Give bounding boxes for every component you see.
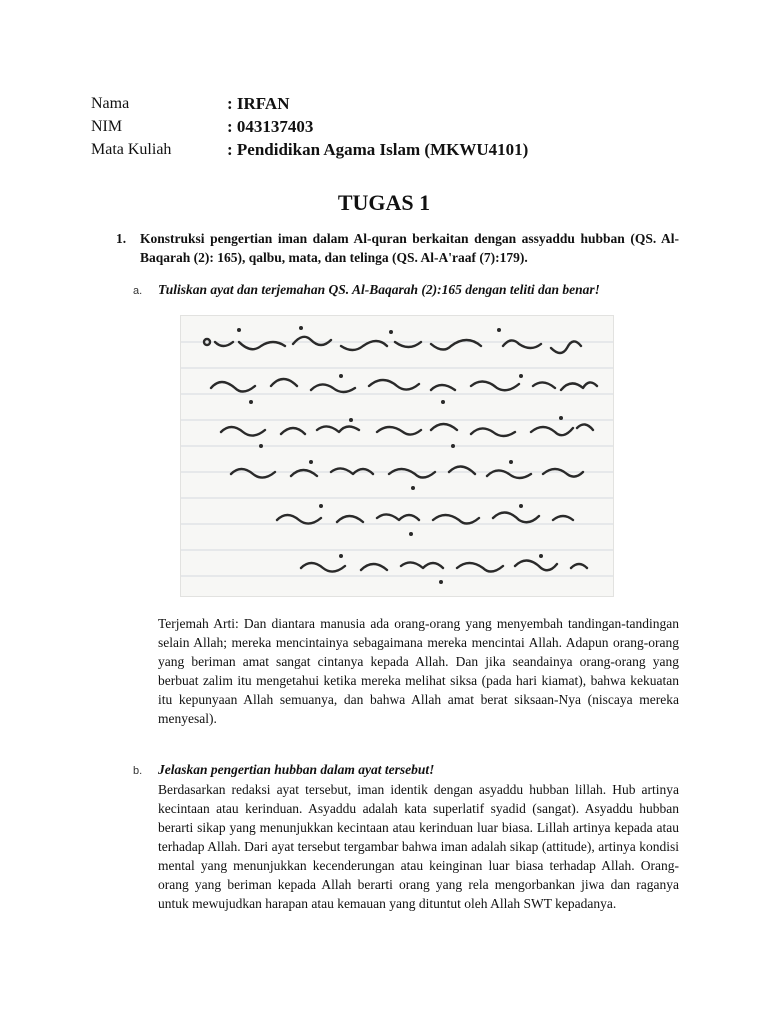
student-identity [91,92,528,161]
handwritten-verse-drawing [181,316,613,596]
question-text: Konstruksi pengertian iman dalam Al-quran berkaitan dengan assyaddu hubban (QS. Al-Baqarah (2): 165), qalbu, mata, dan telinga (QS. Al-A'raaf (7):179). [140,231,679,265]
course-label: Mata Kuliah [91,141,172,158]
identity-row-name [91,92,528,115]
part-b-heading [133,762,434,778]
question-1 [116,229,679,267]
name-label: Nama [91,95,130,112]
nim-label: NIM [91,118,123,135]
translation-paragraph: Terjemah Arti: Dan diantara manusia ada orang-orang yang menyembah tandingan-tandingan selain Allah; mereka mencintainya sebagaimana mereka mencintai Allah. Adapun orang-orang yang beriman amat sangat cintanya kepada Allah. Dan jika seandainya orang-orang yang berbuat zalim itu mengetahui ketika mereka melihat siksa (pada hari kiamat), bahwa kekuatan itu kepunyaan Allah semuanya, dan bahwa Allah amat berat siksaan-Nya (niscaya mereka menyesal). [158,616,679,726]
nim-value: : 043137403 [227,117,314,136]
part-a-heading [133,282,600,298]
course-value: : Pendidikan Agama Islam (MKWU4101) [227,140,529,159]
part-b-marker: b. [133,765,143,777]
identity-row-course [91,138,528,161]
identity-row-nim [91,115,528,138]
part-b-answer: Berdasarkan redaksi ayat tersebut, iman identik dengan asyaddu hubban lillah. Hub artinya kecintaan atau kerinduan. Asyaddu adalah kata superlatif syadid (sangat). Asyaddu hubban berarti sikap yang menunjukkan kecintaan atau kerinduan luar biasa. Lillah artinya kepada atau terhadap Allah. Dari ayat tersebut tergambar bahwa iman adalah sikap (attitude), artinya kondisi mental yang menunjukkan kecenderungan atau keinginan luar biasa terhadap Allah. Orang-orang yang beriman kepada Allah berarti orang yang rela mengorbankan jiwa dan raganya untuk mewujudkan harapan atau kemauan yang dituntut oleh Allah SWT kepadanya. [158,782,679,911]
part-b-question: Jelaskan pengertian hubban dalam ayat tersebut! [158,762,435,777]
question-number: 1. [116,231,127,246]
part-a-marker: a. [133,285,143,297]
handwritten-verse-image [180,315,614,597]
part-a-question: Tuliskan ayat dan terjemahan QS. Al-Baqarah (2):165 dengan teliti dan benar! [158,282,600,297]
page-title: TUGAS 1 [337,190,431,215]
name-value: : IRFAN [227,94,290,113]
